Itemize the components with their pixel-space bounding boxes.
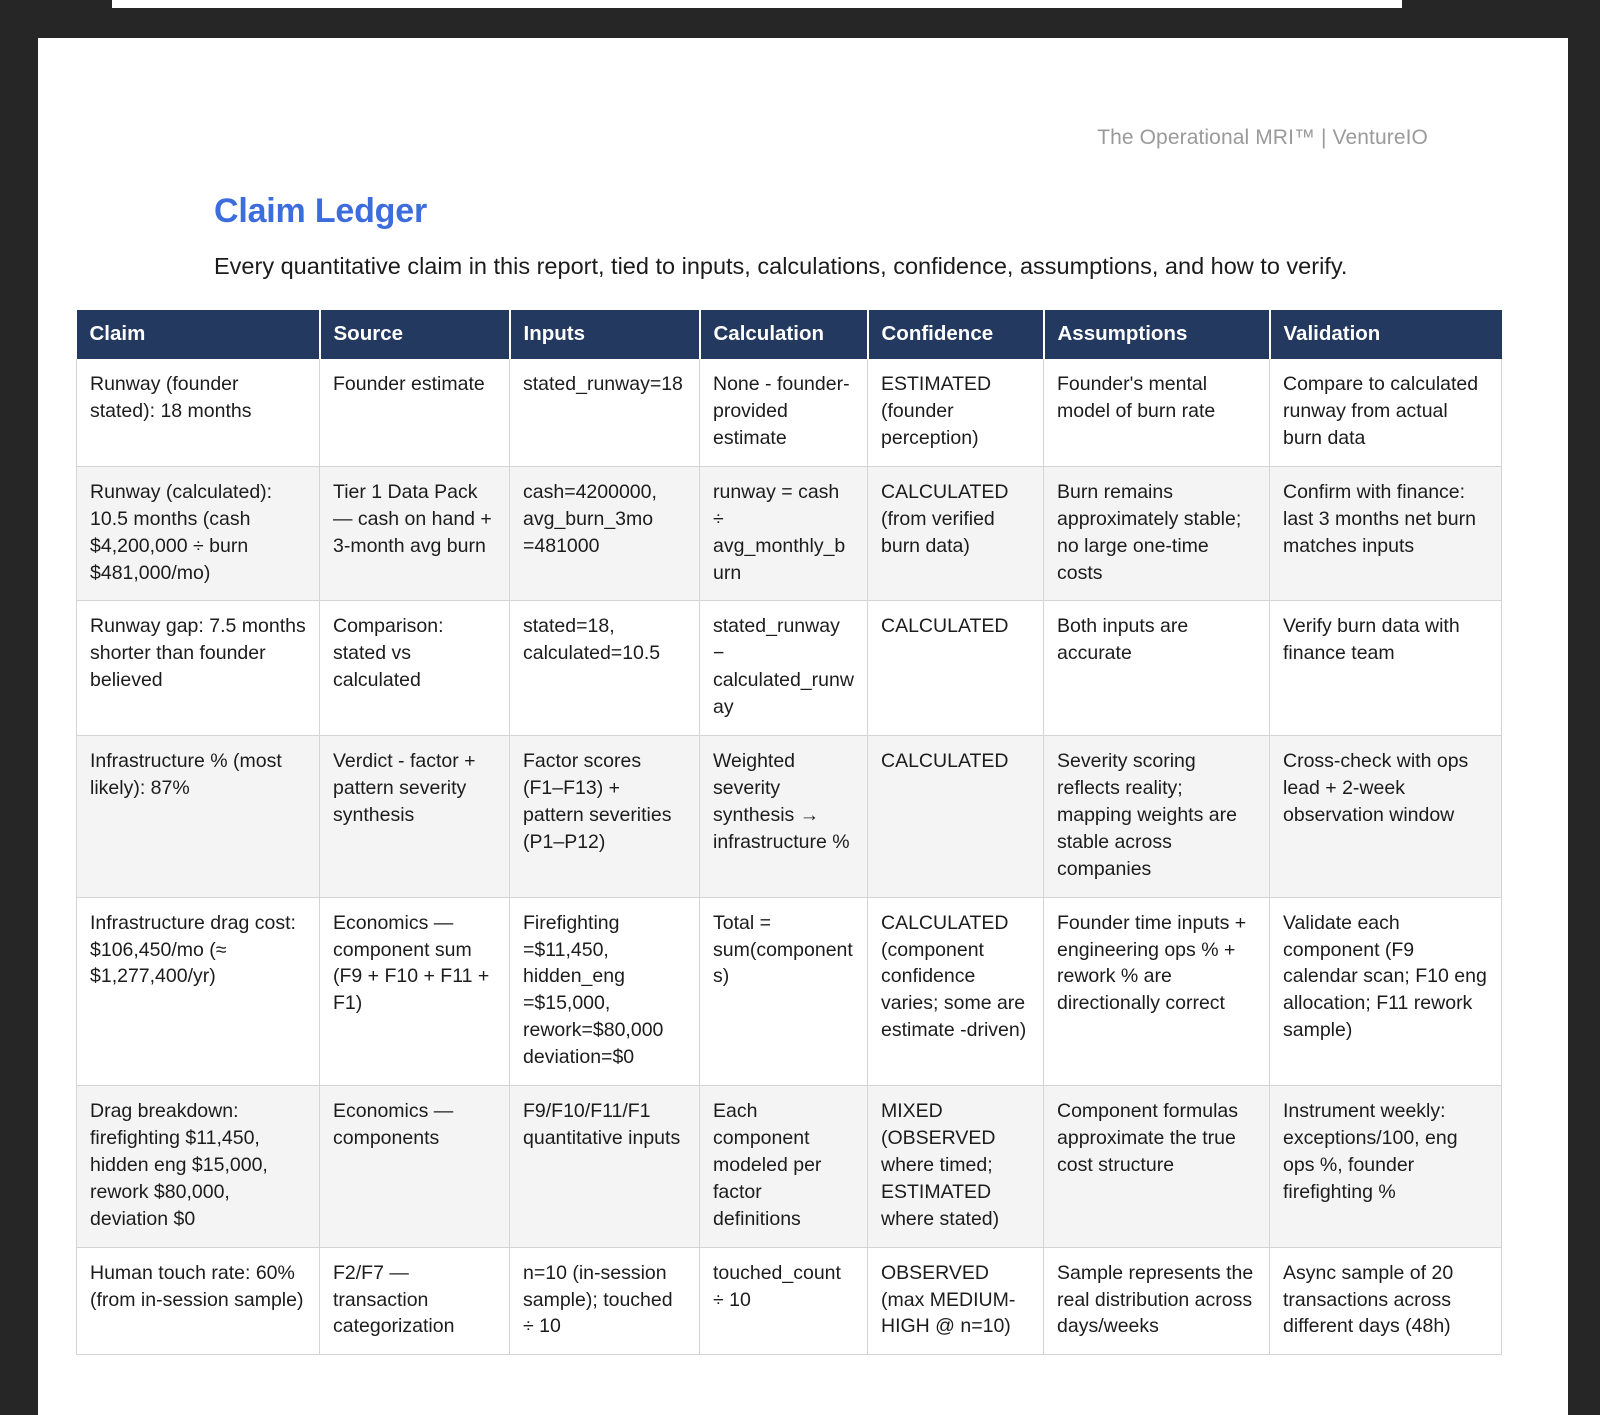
table-row [77,897,1502,1085]
cell-calculation: Total = sum(components) [700,897,868,1085]
cell-confidence: CALCULATED [868,601,1044,736]
table-header-row [77,310,1502,360]
cell-validation: Verify burn data with finance team [1270,601,1502,736]
cell-calculation: touched_count ÷ 10 [700,1247,868,1355]
cell-inputs: Firefighting =$11,450, hidden_eng =$15,000, rework=$80,000 deviation=$0 [510,897,700,1085]
cell-validation: Cross-check with ops lead + 2-week observation window [1270,736,1502,898]
cell-validation: Compare to calculated runway from actual burn data [1270,359,1502,466]
table-row [77,736,1502,898]
cell-calculation: Each component modeled per factor definitions [700,1086,868,1248]
cell-source: Economics — components [320,1086,510,1248]
cell-calculation: stated_runway − calculated_runway [700,601,868,736]
cell-source: Tier 1 Data Pack — cash on hand + 3-month avg burn [320,466,510,601]
cell-source: Founder estimate [320,359,510,466]
cell-claim: Drag breakdown: firefighting $11,450, hidden eng $15,000, rework $80,000, deviation $0 [77,1086,320,1248]
cell-validation: Validate each component (F9 calendar scan; F10 eng allocation; F11 rework sample) [1270,897,1502,1085]
cell-assumptions: Founder's mental model of burn rate [1044,359,1270,466]
cell-inputs: F9/F10/F11/F1 quantitative inputs [510,1086,700,1248]
cell-source: F2/F7 — transaction categorization [320,1247,510,1355]
table-row [77,466,1502,601]
cell-confidence: CALCULATED [868,736,1044,898]
page-subtitle: Every quantitative claim in this report, tied to inputs, calculations, confidence, assumptions, and how to verify. [214,253,1348,279]
cell-confidence: ESTIMATED (founder perception) [868,359,1044,466]
column-header-validation[interactable]: Validation [1270,310,1502,360]
cell-claim: Runway (founder stated): 18 months [77,359,320,466]
cell-assumptions: Both inputs are accurate [1044,601,1270,736]
cell-validation: Confirm with finance: last 3 months net burn matches inputs [1270,466,1502,601]
cell-assumptions: Severity scoring reflects reality; mapping weights are stable across companies [1044,736,1270,898]
cell-calculation: Weighted severity synthesis → infrastructure % [700,736,868,898]
cell-inputs: stated_runway=18 [510,359,700,466]
cell-calculation: None - founder-provided estimate [700,359,868,466]
cell-inputs: cash=4200000, avg_burn_3mo =481000 [510,466,700,601]
table-row [77,1086,1502,1248]
cell-assumptions: Sample represents the real distribution across days/weeks [1044,1247,1270,1355]
cell-confidence: CALCULATED (component confidence varies; some are estimate -driven) [868,897,1044,1085]
table-row [77,1247,1502,1355]
claim-ledger-table-wrapper [76,310,1501,1356]
column-header-confidence[interactable]: Confidence [868,310,1044,360]
cell-source: Comparison: stated vs calculated [320,601,510,736]
cell-confidence: OBSERVED (max MEDIUM-HIGH @ n=10) [868,1247,1044,1355]
cell-source: Economics — component sum (F9 + F10 + F11 + F1) [320,897,510,1085]
column-header-calculation[interactable]: Calculation [700,310,868,360]
cell-confidence: MIXED (OBSERVED where timed; ESTIMATED where stated) [868,1086,1044,1248]
cell-claim: Infrastructure % (most likely): 87% [77,736,320,898]
cell-claim: Human touch rate: 60% (from in-session sample) [77,1247,320,1355]
cell-source: Verdict - factor + pattern severity synthesis [320,736,510,898]
table-row [77,359,1502,466]
table-row [77,601,1502,736]
cell-assumptions: Founder time inputs + engineering ops % + rework % are directionally correct [1044,897,1270,1085]
column-header-source[interactable]: Source [320,310,510,360]
cell-assumptions: Burn remains approximately stable; no large one-time costs [1044,466,1270,601]
cell-confidence: CALCULATED (from verified burn data) [868,466,1044,601]
document-page [38,38,1568,1415]
table-body [77,359,1502,1355]
cell-inputs: n=10 (in-session sample); touched ÷ 10 [510,1247,700,1355]
column-header-claim[interactable]: Claim [77,310,320,360]
cell-validation: Async sample of 20 transactions across different days (48h) [1270,1247,1502,1355]
cell-claim: Runway gap: 7.5 months shorter than founder believed [77,601,320,736]
cell-assumptions: Component formulas approximate the true cost structure [1044,1086,1270,1248]
top-edge-sliver [112,0,1402,8]
column-header-inputs[interactable]: Inputs [510,310,700,360]
cell-calculation: runway = cash ÷ avg_monthly_burn [700,466,868,601]
cell-inputs: stated=18, calculated=10.5 [510,601,700,736]
cell-inputs: Factor scores (F1–F13) + pattern severities (P1–P12) [510,736,700,898]
cell-claim: Infrastructure drag cost: $106,450/mo (≈ $1,277,400/yr) [77,897,320,1085]
cell-claim: Runway (calculated): 10.5 months (cash $4,200,000 ÷ burn $481,000/mo) [77,466,320,601]
claim-ledger-table [76,310,1502,1356]
page-title: Claim Ledger [214,192,427,230]
table-header [77,310,1502,360]
column-header-assumptions[interactable]: Assumptions [1044,310,1270,360]
cell-validation: Instrument weekly: exceptions/100, eng ops %, founder firefighting % [1270,1086,1502,1248]
brand-header: The Operational MRI™ | VentureIO [1097,126,1428,149]
